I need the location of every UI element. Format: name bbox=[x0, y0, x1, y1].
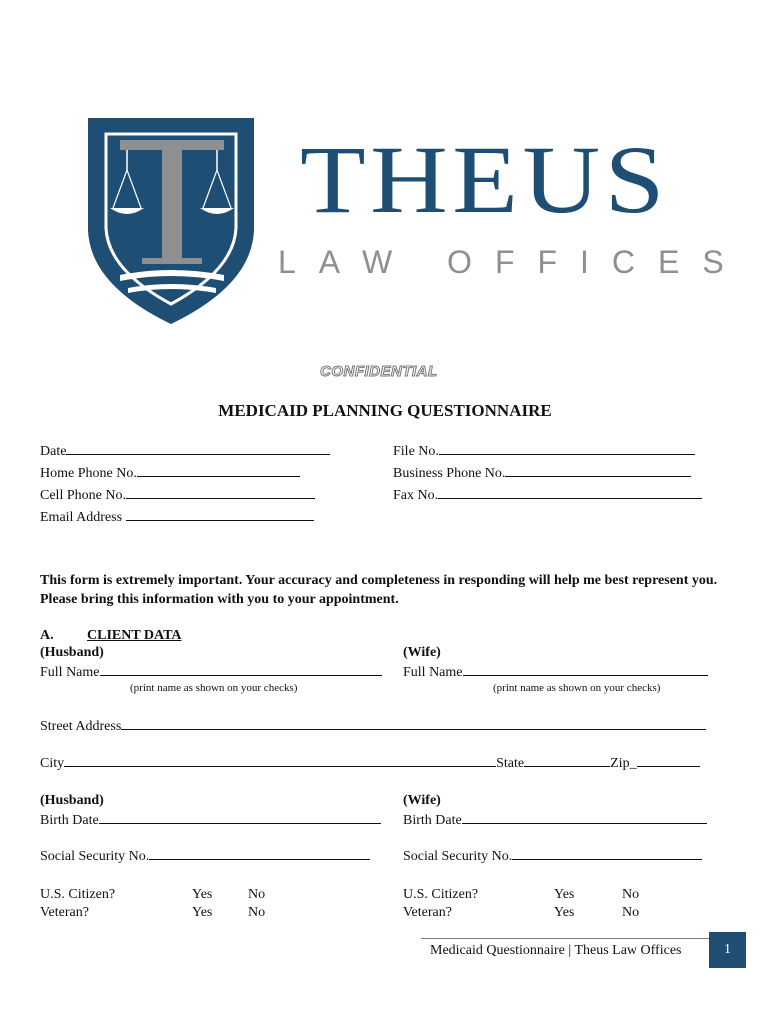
husband-label-2: (Husband) bbox=[40, 793, 104, 808]
street-address-field[interactable] bbox=[40, 716, 706, 736]
husband-ssn-blank[interactable] bbox=[149, 846, 370, 860]
husband-birth-date-blank[interactable] bbox=[99, 810, 381, 824]
wife-print-note: (print name as shown on your checks) bbox=[493, 682, 661, 694]
brand-subtitle: LAW OFFICES bbox=[278, 244, 747, 280]
husband-citizen-no[interactable]: No bbox=[248, 887, 266, 902]
fax-blank[interactable] bbox=[438, 485, 702, 499]
wife-ssn-blank[interactable] bbox=[512, 846, 702, 860]
husband-print-note: (print name as shown on your checks) bbox=[130, 682, 298, 694]
wife-ssn-label: Social Security No. bbox=[403, 849, 513, 864]
email-blank[interactable] bbox=[126, 507, 314, 521]
wife-full-name-blank[interactable] bbox=[463, 662, 708, 676]
wife-birth-date-field[interactable] bbox=[403, 810, 707, 830]
husband-citizen-yes[interactable]: Yes bbox=[192, 887, 213, 902]
email-label: Email Address bbox=[40, 510, 123, 525]
state-blank[interactable] bbox=[524, 753, 610, 767]
wife-label: (Wife) bbox=[403, 645, 441, 660]
file-no-field[interactable] bbox=[393, 441, 695, 461]
confidential-stamp: CONFIDENTIAL bbox=[320, 363, 438, 380]
business-phone-blank[interactable] bbox=[505, 463, 691, 477]
home-phone-label: Home Phone No. bbox=[40, 466, 137, 481]
form-title: MEDICAID PLANNING QUESTIONNAIRE bbox=[218, 401, 552, 420]
husband-veteran-no[interactable]: No bbox=[248, 905, 266, 920]
husband-label: (Husband) bbox=[40, 645, 104, 660]
wife-citizen-no[interactable]: No bbox=[622, 887, 640, 902]
email-field[interactable] bbox=[40, 507, 314, 527]
page-number: 1 bbox=[709, 932, 746, 968]
cell-phone-blank[interactable] bbox=[126, 485, 315, 499]
wife-veteran-label: Veteran? bbox=[403, 905, 452, 920]
section-a-letter: A. bbox=[40, 628, 54, 643]
husband-birth-date-label: Birth Date bbox=[40, 813, 99, 828]
husband-full-name-field[interactable] bbox=[40, 662, 382, 682]
fax-label: Fax No. bbox=[393, 488, 439, 503]
wife-full-name-label: Full Name bbox=[403, 665, 463, 680]
city-blank[interactable] bbox=[64, 753, 496, 767]
wife-birth-date-label: Birth Date bbox=[403, 813, 462, 828]
wife-veteran-no[interactable]: No bbox=[622, 905, 640, 920]
husband-ssn-field[interactable] bbox=[40, 846, 370, 866]
cell-phone-field[interactable] bbox=[40, 485, 315, 505]
file-no-label: File No. bbox=[393, 444, 439, 459]
zip-blank[interactable] bbox=[637, 753, 700, 767]
wife-veteran-yes[interactable]: Yes bbox=[554, 905, 575, 920]
street-address-blank[interactable] bbox=[121, 716, 706, 730]
date-field[interactable] bbox=[40, 441, 330, 461]
zip-label: Zip bbox=[610, 756, 630, 771]
city-label: City bbox=[40, 756, 65, 771]
husband-full-name-blank[interactable] bbox=[100, 662, 382, 676]
husband-full-name-label: Full Name bbox=[40, 665, 100, 680]
home-phone-field[interactable] bbox=[40, 463, 300, 483]
fax-field[interactable] bbox=[393, 485, 702, 505]
home-phone-blank[interactable] bbox=[137, 463, 300, 477]
state-label: State bbox=[496, 756, 525, 771]
cell-phone-label: Cell Phone No. bbox=[40, 488, 126, 503]
zip-dash: _ bbox=[629, 756, 637, 771]
husband-citizen-label: U.S. Citizen? bbox=[40, 887, 116, 902]
wife-citizen-yes[interactable]: Yes bbox=[554, 887, 575, 902]
business-phone-label: Business Phone No. bbox=[393, 466, 506, 481]
city-state-zip-field[interactable] bbox=[40, 753, 700, 773]
date-blank[interactable] bbox=[66, 441, 330, 455]
brand-name: THEUS bbox=[300, 126, 669, 233]
wife-citizen-label: U.S. Citizen? bbox=[403, 887, 479, 902]
footer-divider bbox=[421, 938, 709, 939]
wife-birth-date-blank[interactable] bbox=[462, 810, 707, 824]
husband-veteran-yes[interactable]: Yes bbox=[192, 905, 213, 920]
footer-text: Medicaid Questionnaire | Theus Law Offices bbox=[430, 943, 682, 958]
husband-ssn-label: Social Security No. bbox=[40, 849, 150, 864]
business-phone-field[interactable] bbox=[393, 463, 691, 483]
logo-shield-icon bbox=[80, 110, 262, 330]
section-a-heading: CLIENT DATA bbox=[87, 628, 182, 643]
date-label: Date bbox=[40, 444, 67, 459]
wife-label-2: (Wife) bbox=[403, 793, 441, 808]
file-no-blank[interactable] bbox=[439, 441, 695, 455]
husband-birth-date-field[interactable] bbox=[40, 810, 381, 830]
intro-paragraph: This form is extremely important. Your accuracy and completeness in responding will help me best represent you. Please bring this information with you to your appointment. bbox=[40, 573, 718, 607]
street-address-label: Street Address bbox=[40, 719, 122, 734]
wife-full-name-field[interactable] bbox=[403, 662, 708, 682]
wife-ssn-field[interactable] bbox=[403, 846, 702, 866]
husband-veteran-label: Veteran? bbox=[40, 905, 89, 920]
